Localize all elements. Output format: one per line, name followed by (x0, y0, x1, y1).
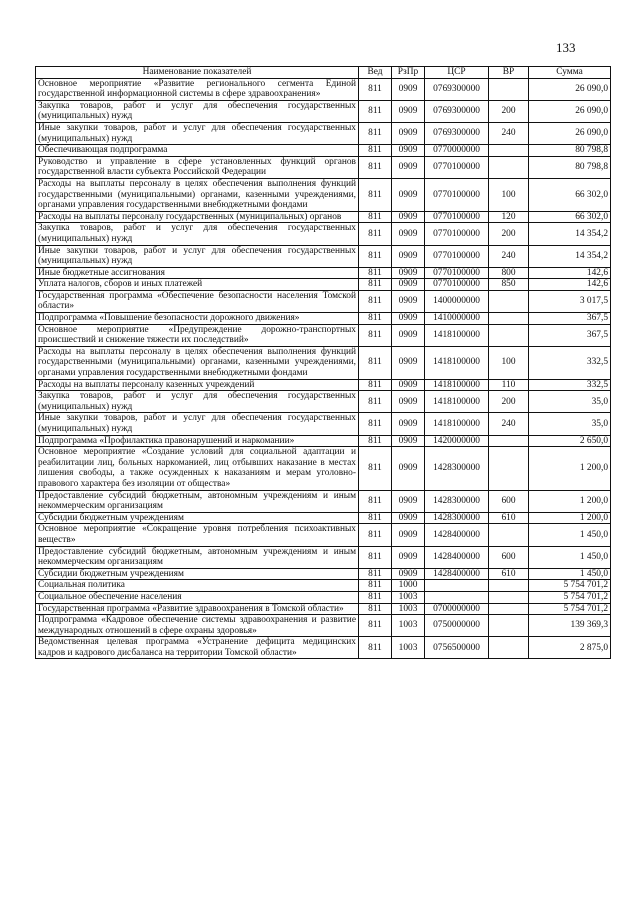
table-row (36, 211, 611, 223)
cell-ved: 811 (359, 346, 392, 379)
cell-rzpr: 0909 (392, 379, 425, 391)
cell-rzpr: 0909 (392, 490, 425, 512)
cell-ved: 811 (359, 290, 392, 312)
cell-rzpr: 0909 (392, 145, 425, 157)
cell-sum: 1 200,0 (529, 490, 611, 512)
cell-sum: 1 200,0 (529, 512, 611, 524)
cell-csr: 1418100000 (425, 413, 489, 435)
cell-csr: 1418100000 (425, 324, 489, 346)
cell-name: Социальное обеспечение населения (36, 591, 359, 603)
cell-rzpr: 0909 (392, 524, 425, 546)
cell-vr (489, 156, 529, 178)
cell-rzpr: 0909 (392, 413, 425, 435)
cell-csr: 0769300000 (425, 122, 489, 144)
col-header-rzpr: РзПр (392, 67, 425, 79)
cell-ved: 811 (359, 145, 392, 157)
cell-ved: 811 (359, 637, 392, 659)
cell-name: Основное мероприятие «Развитие регионального сегмента Единой государственной информационной системы в сфере здравоохранения» (36, 78, 359, 100)
cell-name: Субсидии бюджетным учреждениям (36, 512, 359, 524)
cell-rzpr: 0909 (392, 245, 425, 267)
cell-rzpr: 0909 (392, 122, 425, 144)
cell-rzpr: 0909 (392, 223, 425, 245)
cell-csr: 1418100000 (425, 391, 489, 413)
cell-ved: 811 (359, 391, 392, 413)
cell-name: Государственная программа «Развитие здравоохранения в Томской области» (36, 603, 359, 615)
cell-csr: 0769300000 (425, 100, 489, 122)
table-row (36, 379, 611, 391)
cell-csr: 0770100000 (425, 211, 489, 223)
cell-sum: 80 798,8 (529, 156, 611, 178)
cell-vr (489, 313, 529, 325)
cell-vr (489, 324, 529, 346)
cell-rzpr: 0909 (392, 447, 425, 490)
cell-csr: 1428300000 (425, 447, 489, 490)
cell-rzpr: 0909 (392, 313, 425, 325)
cell-name: Расходы на выплаты персоналу казенных учреждений (36, 379, 359, 391)
cell-rzpr: 0909 (392, 100, 425, 122)
table-row (36, 615, 611, 637)
cell-csr: 0770100000 (425, 223, 489, 245)
cell-ved: 811 (359, 591, 392, 603)
cell-rzpr: 1003 (392, 603, 425, 615)
cell-ved: 811 (359, 156, 392, 178)
cell-csr: 1418100000 (425, 379, 489, 391)
cell-vr: 100 (489, 178, 529, 211)
cell-sum: 66 302,0 (529, 178, 611, 211)
cell-ved: 811 (359, 223, 392, 245)
cell-ved: 811 (359, 435, 392, 447)
table-row (36, 637, 611, 659)
cell-sum: 80 798,8 (529, 145, 611, 157)
cell-rzpr: 1003 (392, 637, 425, 659)
cell-vr: 610 (489, 512, 529, 524)
table-row (36, 391, 611, 413)
cell-name: Подпрограмма «Кадровое обеспечение системы здравоохранения и развитие международных отношений в сфере охраны здоровья» (36, 615, 359, 637)
table-row (36, 447, 611, 490)
cell-vr (489, 145, 529, 157)
cell-rzpr: 0909 (392, 156, 425, 178)
cell-rzpr: 0909 (392, 546, 425, 568)
cell-name: Основное мероприятие «Создание условий для социальной адаптации и реабилитации лиц, больных наркоманией, лиц отбывших наказание в местах лишения свободы, а также осужденных к наказаниям и мерам уголовно-правового характера без изоляции от общества» (36, 447, 359, 490)
cell-vr: 800 (489, 267, 529, 279)
cell-rzpr: 1000 (392, 580, 425, 592)
cell-rzpr: 0909 (392, 435, 425, 447)
cell-sum: 14 354,2 (529, 245, 611, 267)
cell-vr: 110 (489, 379, 529, 391)
cell-csr: 1428300000 (425, 490, 489, 512)
cell-csr: 1428400000 (425, 546, 489, 568)
cell-name: Расходы на выплаты персоналу в целях обеспечения выполнения функций государственными (муниципальными) органами, казенными учреждениями, органами управления государственными внебюджетными фондами (36, 178, 359, 211)
table-row (36, 546, 611, 568)
cell-csr: 0770100000 (425, 178, 489, 211)
cell-sum: 1 450,0 (529, 524, 611, 546)
cell-sum: 1 450,0 (529, 546, 611, 568)
cell-rzpr: 0909 (392, 267, 425, 279)
cell-ved: 811 (359, 100, 392, 122)
cell-name: Расходы на выплаты персоналу государственных (муниципальных) органов (36, 211, 359, 223)
cell-vr (489, 78, 529, 100)
table-header-row (36, 67, 611, 79)
cell-name: Иные закупки товаров, работ и услуг для обеспечения государственных (муниципальных) нужд (36, 245, 359, 267)
cell-name: Ведомственная целевая программа «Устранение дефицита медицинских кадров и кадрового дисбаланса на территории Томской области» (36, 637, 359, 659)
cell-ved: 811 (359, 324, 392, 346)
cell-csr: 1428400000 (425, 568, 489, 580)
cell-vr: 610 (489, 568, 529, 580)
cell-ved: 811 (359, 603, 392, 615)
cell-vr (489, 591, 529, 603)
cell-name: Руководство и управление в сфере установленных функций органов государственной власти субъекта Российской Федерации (36, 156, 359, 178)
cell-sum: 367,5 (529, 313, 611, 325)
table-row (36, 145, 611, 157)
cell-vr: 120 (489, 211, 529, 223)
table-row (36, 490, 611, 512)
cell-sum: 5 754 701,2 (529, 603, 611, 615)
cell-sum: 332,5 (529, 346, 611, 379)
cell-rzpr: 0909 (392, 211, 425, 223)
cell-sum: 2 650,0 (529, 435, 611, 447)
cell-sum: 26 090,0 (529, 100, 611, 122)
table-row (36, 324, 611, 346)
cell-vr (489, 290, 529, 312)
table-row (36, 245, 611, 267)
table-row (36, 580, 611, 592)
cell-rzpr: 1003 (392, 615, 425, 637)
table-row (36, 267, 611, 279)
table-row (36, 435, 611, 447)
cell-sum: 1 450,0 (529, 568, 611, 580)
cell-ved: 811 (359, 490, 392, 512)
table-row (36, 122, 611, 144)
cell-rzpr: 0909 (392, 290, 425, 312)
cell-ved: 811 (359, 447, 392, 490)
page-number: 133 (556, 40, 576, 55)
cell-rzpr: 0909 (392, 178, 425, 211)
cell-name: Иные закупки товаров, работ и услуг для обеспечения государственных (муниципальных) нужд (36, 413, 359, 435)
cell-rzpr: 0909 (392, 279, 425, 291)
table-row (36, 156, 611, 178)
budget-table (35, 66, 611, 659)
cell-name: Закупка товаров, работ и услуг для обеспечения государственных (муниципальных) нужд (36, 100, 359, 122)
cell-sum: 1 200,0 (529, 447, 611, 490)
cell-ved: 811 (359, 615, 392, 637)
table-row (36, 78, 611, 100)
col-header-ved: Вед (359, 67, 392, 79)
cell-sum: 142,6 (529, 267, 611, 279)
cell-ved: 811 (359, 568, 392, 580)
cell-vr (489, 447, 529, 490)
cell-sum: 332,5 (529, 379, 611, 391)
cell-vr (489, 524, 529, 546)
cell-sum: 139 369,3 (529, 615, 611, 637)
cell-csr: 0770100000 (425, 279, 489, 291)
cell-vr: 600 (489, 546, 529, 568)
cell-rzpr: 0909 (392, 512, 425, 524)
cell-ved: 811 (359, 313, 392, 325)
table-body (36, 78, 611, 659)
cell-name: Предоставление субсидий бюджетным, автономным учреждениям и иным некоммерческим организациям (36, 546, 359, 568)
table-row (36, 603, 611, 615)
cell-ved: 811 (359, 580, 392, 592)
cell-sum: 3 017,5 (529, 290, 611, 312)
cell-name: Закупка товаров, работ и услуг для обеспечения государственных (муниципальных) нужд (36, 391, 359, 413)
cell-csr: 0770100000 (425, 267, 489, 279)
cell-ved: 811 (359, 78, 392, 100)
cell-sum: 66 302,0 (529, 211, 611, 223)
cell-csr: 1428400000 (425, 524, 489, 546)
cell-name: Уплата налогов, сборов и иных платежей (36, 279, 359, 291)
cell-rzpr: 1003 (392, 591, 425, 603)
cell-csr: 0750000000 (425, 615, 489, 637)
table-row (36, 290, 611, 312)
cell-csr: 0756500000 (425, 637, 489, 659)
table-row (36, 279, 611, 291)
cell-name: Государственная программа «Обеспечение безопасности населения Томской области» (36, 290, 359, 312)
table-row (36, 512, 611, 524)
cell-vr: 200 (489, 391, 529, 413)
cell-rzpr: 0909 (392, 568, 425, 580)
cell-name: Предоставление субсидий бюджетным, автономным учреждениям и иным некоммерческим организациям (36, 490, 359, 512)
cell-ved: 811 (359, 122, 392, 144)
cell-name: Расходы на выплаты персоналу в целях обеспечения выполнения функций государственными (муниципальными) органами, казенными учреждениями, органами управления государственными внебюджетными фондами (36, 346, 359, 379)
col-header-sum: Сумма (529, 67, 611, 79)
cell-name: Социальная политика (36, 580, 359, 592)
cell-csr (425, 580, 489, 592)
cell-sum: 2 875,0 (529, 637, 611, 659)
cell-sum: 35,0 (529, 413, 611, 435)
col-header-vr: ВР (489, 67, 529, 79)
cell-name: Иные бюджетные ассигнования (36, 267, 359, 279)
col-header-name: Наименование показателей (36, 67, 359, 79)
cell-vr (489, 580, 529, 592)
table-row (36, 346, 611, 379)
cell-sum: 14 354,2 (529, 223, 611, 245)
cell-csr (425, 591, 489, 603)
cell-name: Субсидии бюджетным учреждениям (36, 568, 359, 580)
cell-ved: 811 (359, 267, 392, 279)
cell-sum: 26 090,0 (529, 122, 611, 144)
cell-csr: 1410000000 (425, 313, 489, 325)
cell-csr: 0770100000 (425, 245, 489, 267)
cell-vr (489, 435, 529, 447)
cell-sum: 35,0 (529, 391, 611, 413)
cell-ved: 811 (359, 413, 392, 435)
cell-csr: 0700000000 (425, 603, 489, 615)
cell-vr: 240 (489, 245, 529, 267)
cell-rzpr: 0909 (392, 346, 425, 379)
table-row (36, 313, 611, 325)
table-row (36, 413, 611, 435)
cell-csr: 1400000000 (425, 290, 489, 312)
cell-ved: 811 (359, 524, 392, 546)
cell-name: Обеспечивающая подпрограмма (36, 145, 359, 157)
cell-csr: 0770000000 (425, 145, 489, 157)
cell-csr: 0769300000 (425, 78, 489, 100)
cell-sum: 367,5 (529, 324, 611, 346)
cell-name: Закупка товаров, работ и услуг для обеспечения государственных (муниципальных) нужд (36, 223, 359, 245)
cell-vr (489, 603, 529, 615)
table-row (36, 100, 611, 122)
cell-rzpr: 0909 (392, 391, 425, 413)
cell-rzpr: 0909 (392, 324, 425, 346)
table-row (36, 178, 611, 211)
cell-name: Иные закупки товаров, работ и услуг для обеспечения государственных (муниципальных) нужд (36, 122, 359, 144)
col-header-csr: ЦСР (425, 67, 489, 79)
cell-vr: 200 (489, 223, 529, 245)
cell-vr: 600 (489, 490, 529, 512)
table-row (36, 524, 611, 546)
cell-name: Основное мероприятие «Предупреждение дорожно-транспортных происшествий и снижение тяжести их последствий» (36, 324, 359, 346)
cell-ved: 811 (359, 379, 392, 391)
cell-vr (489, 637, 529, 659)
cell-vr: 240 (489, 122, 529, 144)
cell-csr: 0770100000 (425, 156, 489, 178)
cell-vr: 100 (489, 346, 529, 379)
cell-csr: 1420000000 (425, 435, 489, 447)
table-row (36, 591, 611, 603)
cell-sum: 142,6 (529, 279, 611, 291)
cell-rzpr: 0909 (392, 78, 425, 100)
cell-vr: 200 (489, 100, 529, 122)
cell-ved: 811 (359, 512, 392, 524)
cell-ved: 811 (359, 245, 392, 267)
cell-name: Подпрограмма «Повышение безопасности дорожного движения» (36, 313, 359, 325)
cell-sum: 26 090,0 (529, 78, 611, 100)
cell-sum: 5 754 701,2 (529, 580, 611, 592)
cell-ved: 811 (359, 211, 392, 223)
cell-csr: 1418100000 (425, 346, 489, 379)
cell-sum: 5 754 701,2 (529, 591, 611, 603)
cell-csr: 1428300000 (425, 512, 489, 524)
table-row (36, 223, 611, 245)
cell-ved: 811 (359, 279, 392, 291)
cell-ved: 811 (359, 178, 392, 211)
cell-name: Подпрограмма «Профилактика правонарушений и наркомании» (36, 435, 359, 447)
table-row (36, 568, 611, 580)
cell-vr: 850 (489, 279, 529, 291)
cell-name: Основное мероприятие «Сокращение уровня потребления психоактивных веществ» (36, 524, 359, 546)
cell-vr (489, 615, 529, 637)
cell-vr: 240 (489, 413, 529, 435)
cell-ved: 811 (359, 546, 392, 568)
